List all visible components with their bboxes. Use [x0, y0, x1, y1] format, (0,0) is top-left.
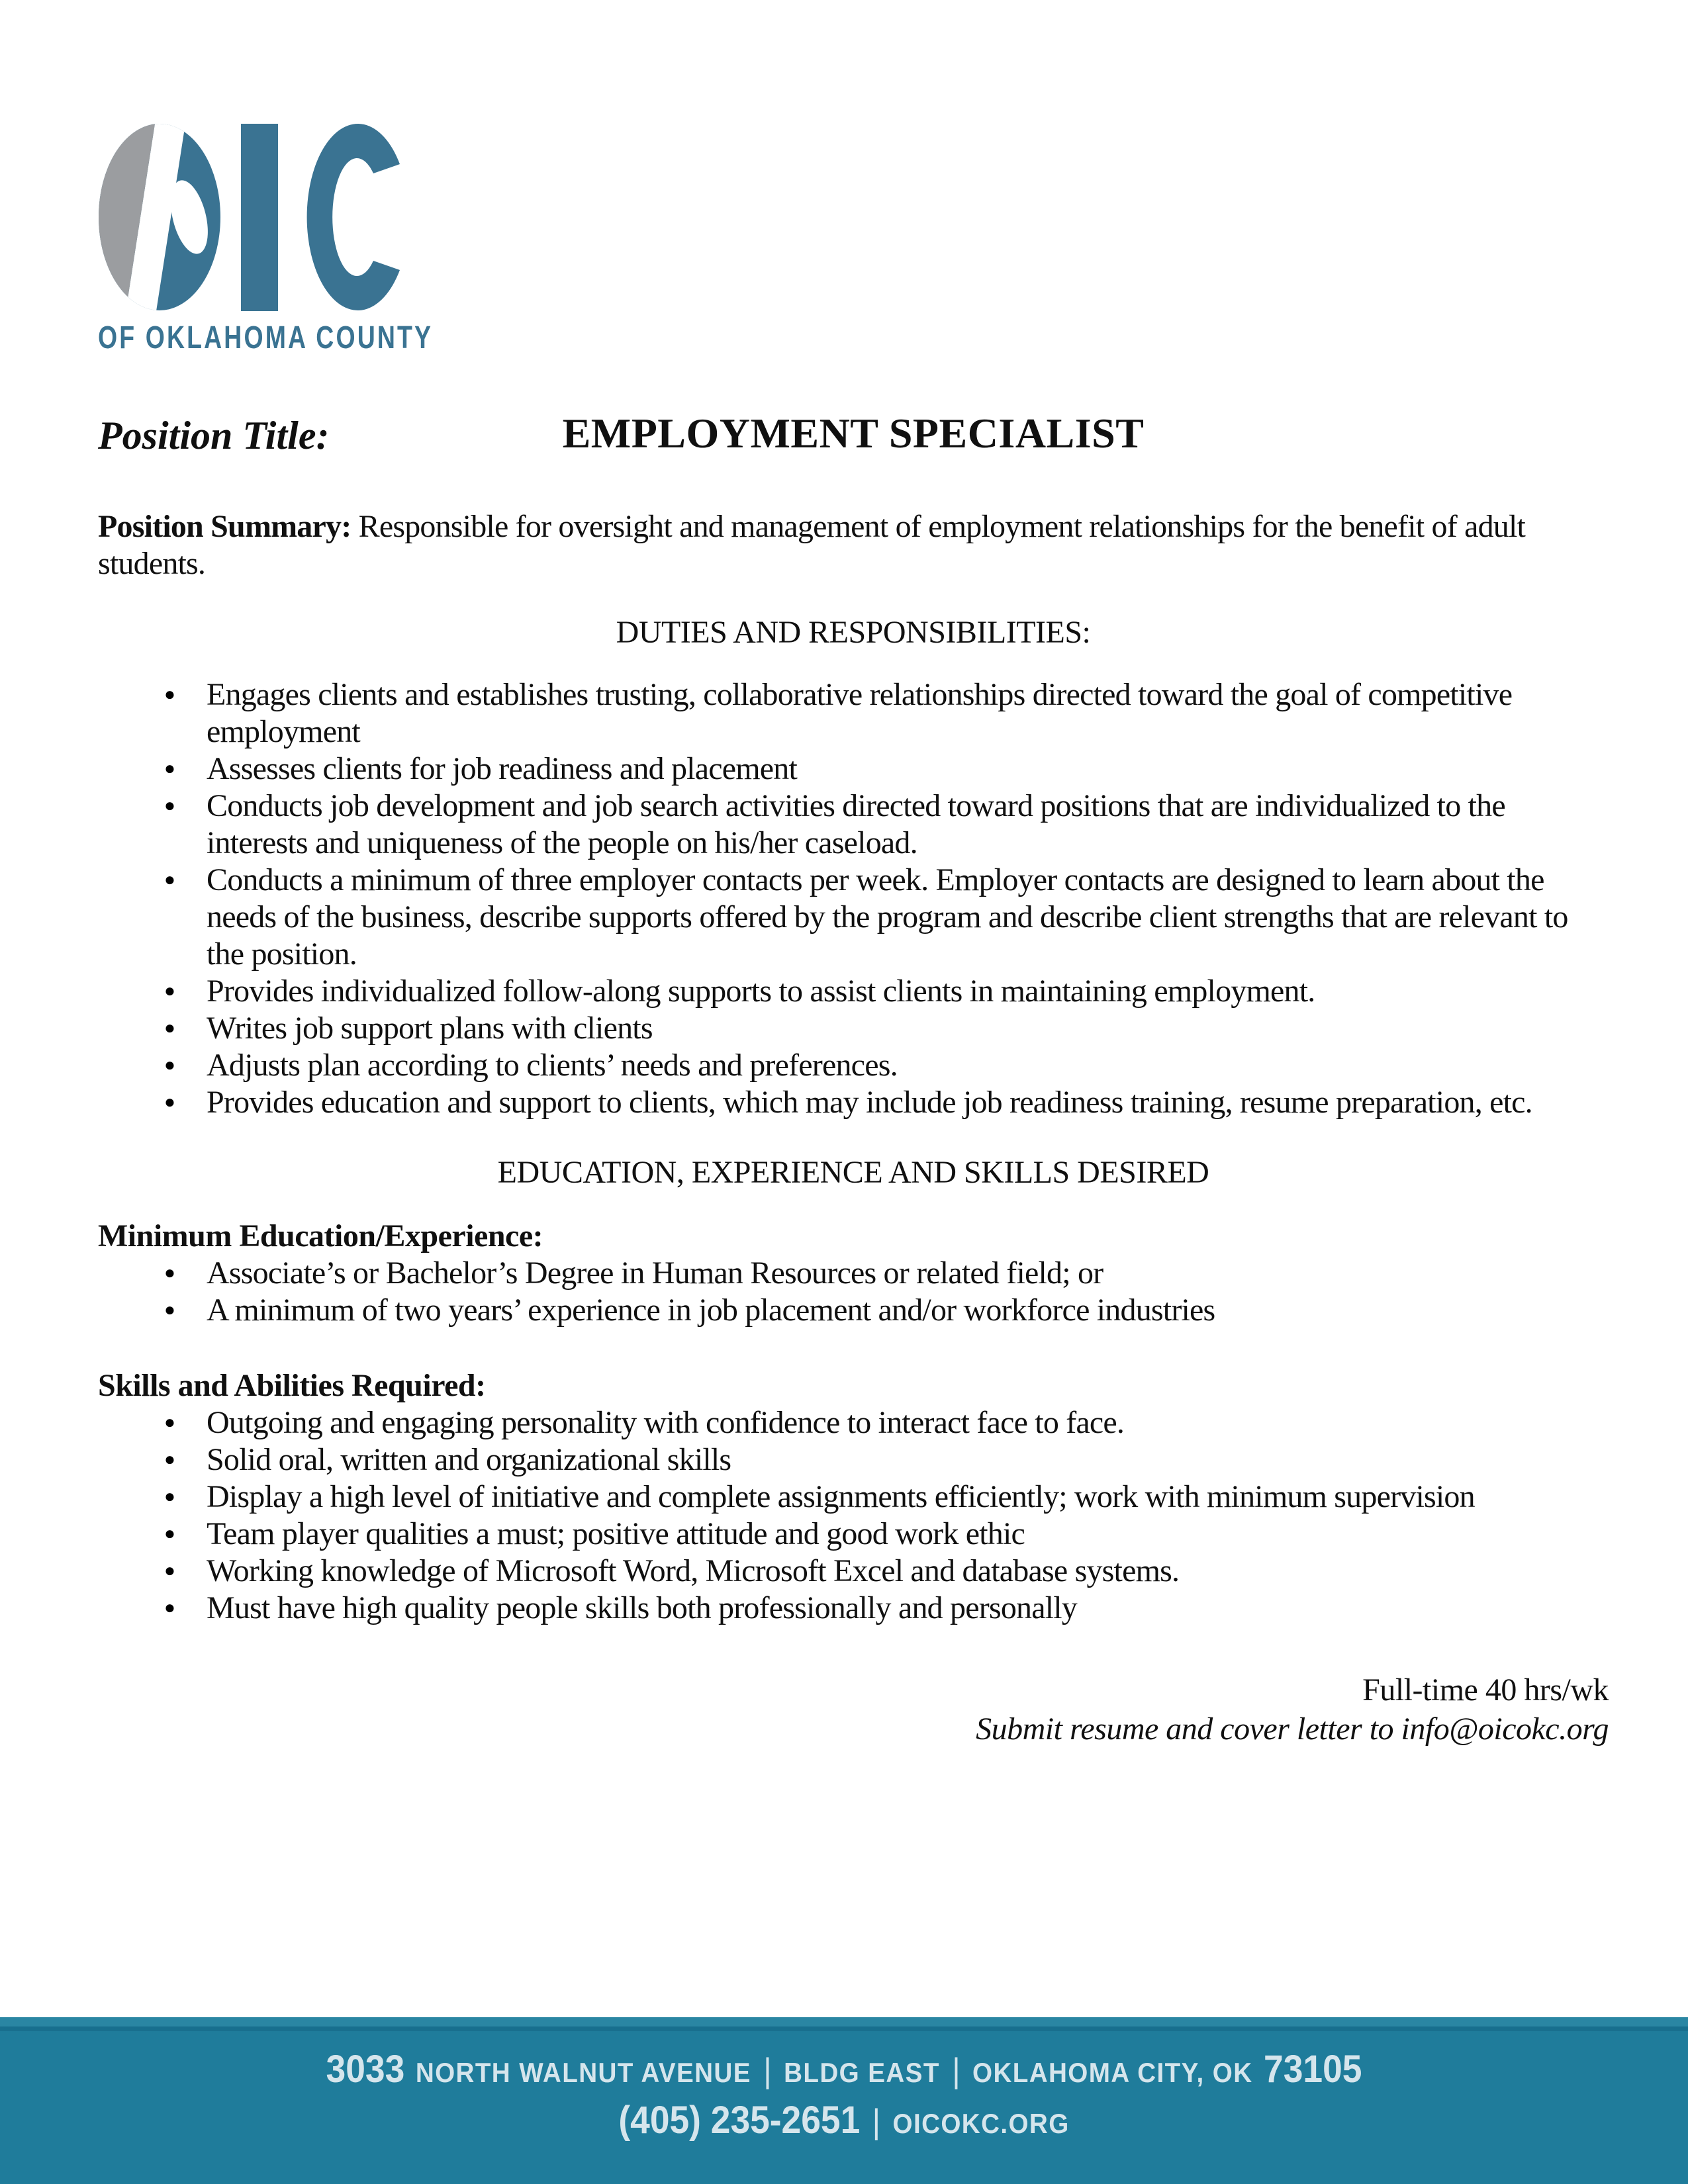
skills-list-item — [98, 1553, 1609, 1590]
page-content — [0, 123, 1688, 1749]
oic-logo — [98, 123, 434, 356]
position-title: EMPLOYMENT SPECIALIST — [562, 410, 1145, 457]
skills-item-text: Team player qualities a must; positive attitude and good work ethic — [207, 1516, 1025, 1551]
footer-address-number: 3033 — [326, 2048, 405, 2091]
duties-list-item — [98, 973, 1609, 1010]
duties-list-item — [98, 676, 1609, 751]
skills-label: Skills and Abilities Required: — [98, 1368, 486, 1403]
bullet-icon: ● — [164, 1018, 175, 1038]
bullet-icon: ● — [164, 1486, 175, 1507]
bullet-icon: ● — [164, 1263, 175, 1283]
footer-contact-line — [618, 2098, 1069, 2142]
footer-separator: | — [952, 2052, 961, 2090]
duties-item-text: Engages clients and establishes trusting, collaborative relationships directed toward the goal of competitive employment — [207, 677, 1513, 749]
duties-item-text: Adjusts plan according to clients’ needs and preferences. — [207, 1048, 898, 1083]
application-line: Submit resume and cover letter to info@oicokc.org — [976, 1711, 1609, 1747]
duties-item-text: Provides education and support to clients, which may include job readiness training, resume preparation, etc. — [207, 1085, 1532, 1120]
position-title-label: Position Title: — [98, 414, 330, 457]
bullet-icon: ● — [164, 870, 175, 890]
position-summary-text: Responsible for oversight and management of employment relationships for the benefit of adult students. — [98, 509, 1526, 581]
position-summary-label: Position Summary: — [98, 509, 352, 544]
closing-block — [98, 1670, 1609, 1749]
footer-separator: | — [872, 2103, 881, 2141]
schedule-line: Full-time 40 hrs/wk — [1362, 1672, 1609, 1707]
bullet-icon: ● — [164, 1449, 175, 1470]
duties-heading: DUTIES AND RESPONSIBILITIES: — [616, 615, 1091, 650]
duties-list-item — [98, 788, 1609, 862]
duties-list-item — [98, 1047, 1609, 1084]
duties-item-text: Assesses clients for job readiness and placement — [207, 751, 797, 786]
oic-logo-icon — [98, 123, 409, 312]
footer-zip: 73105 — [1264, 2048, 1362, 2091]
skills-item-text: Must have high quality people skills both professionally and personally — [207, 1590, 1077, 1625]
duties-list-item — [98, 1084, 1609, 1121]
skills-item-text: Working knowledge of Microsoft Word, Microsoft Excel and database systems. — [207, 1553, 1180, 1588]
qualifications-heading: EDUCATION, EXPERIENCE AND SKILLS DESIRED — [497, 1155, 1209, 1190]
skills-item-text: Solid oral, written and organizational skills — [207, 1442, 731, 1477]
footer-building: BLDG EAST — [784, 2057, 940, 2088]
bullet-icon: ● — [164, 1055, 175, 1075]
duties-list-item — [98, 862, 1609, 973]
minimum-education-label: Minimum Education/Experience: — [98, 1218, 543, 1253]
title-row — [98, 409, 1609, 466]
footer-address-street: NORTH WALNUT AVENUE — [415, 2057, 751, 2088]
duties-list-item — [98, 1010, 1609, 1047]
minimum-education-item-text: A minimum of two years’ experience in job placement and/or workforce industries — [207, 1293, 1215, 1328]
footer-separator: | — [763, 2052, 772, 2090]
skills-item-text: Display a high level of initiative and complete assignments efficiently; work with minimum supervision — [207, 1479, 1475, 1514]
duties-list-item — [98, 751, 1609, 788]
footer-top-edge — [0, 2017, 1688, 2031]
footer-bar — [0, 2017, 1688, 2184]
minimum-education-item — [98, 1292, 1609, 1329]
bullet-icon: ● — [164, 758, 175, 779]
minimum-education-list — [98, 1255, 1609, 1329]
bullet-icon: ● — [164, 1598, 175, 1618]
footer-website: OICOKC.ORG — [892, 2108, 1070, 2139]
skills-list-item — [98, 1479, 1609, 1516]
duties-item-text: Provides individualized follow-along supports to assist clients in maintaining employment. — [207, 974, 1315, 1009]
duties-list — [98, 676, 1609, 1121]
skills-item-text: Outgoing and engaging personality with confidence to interact face to face. — [207, 1405, 1125, 1440]
skills-list-item — [98, 1516, 1609, 1553]
minimum-education-item-text: Associate’s or Bachelor’s Degree in Human Resources or related field; or — [207, 1255, 1103, 1291]
skills-list-item — [98, 1441, 1609, 1479]
footer-lines — [68, 2047, 1620, 2142]
position-summary — [98, 508, 1609, 582]
minimum-education-item — [98, 1255, 1609, 1292]
footer-address-line — [326, 2047, 1362, 2091]
bullet-icon: ● — [164, 1561, 175, 1581]
bullet-icon: ● — [164, 796, 175, 816]
duties-item-text: Writes job support plans with clients — [207, 1011, 653, 1046]
footer-city-state: OKLAHOMA CITY, OK — [972, 2057, 1253, 2088]
footer-phone: (405) 235-2651 — [618, 2099, 861, 2142]
bullet-icon: ● — [164, 1092, 175, 1113]
duties-item-text: Conducts a minimum of three employer contacts per week. Employer contacts are designed to learn about the needs of the business, describe supports offered by the program and describe client strengths that are relevant to the position. — [207, 862, 1568, 972]
logo-tagline: OF OKLAHOMA COUNTY — [98, 320, 434, 355]
bullet-icon: ● — [164, 1524, 175, 1544]
bullet-icon: ● — [164, 981, 175, 1001]
skills-list — [98, 1404, 1609, 1627]
duties-item-text: Conducts job development and job search activities directed toward positions that are individualized to the interests and uniqueness of the people on his/her caseload. — [207, 788, 1505, 860]
skills-list-item — [98, 1404, 1609, 1441]
bullet-icon: ● — [164, 1412, 175, 1433]
bullet-icon: ● — [164, 684, 175, 705]
skills-list-item — [98, 1590, 1609, 1627]
bullet-icon: ● — [164, 1300, 175, 1320]
